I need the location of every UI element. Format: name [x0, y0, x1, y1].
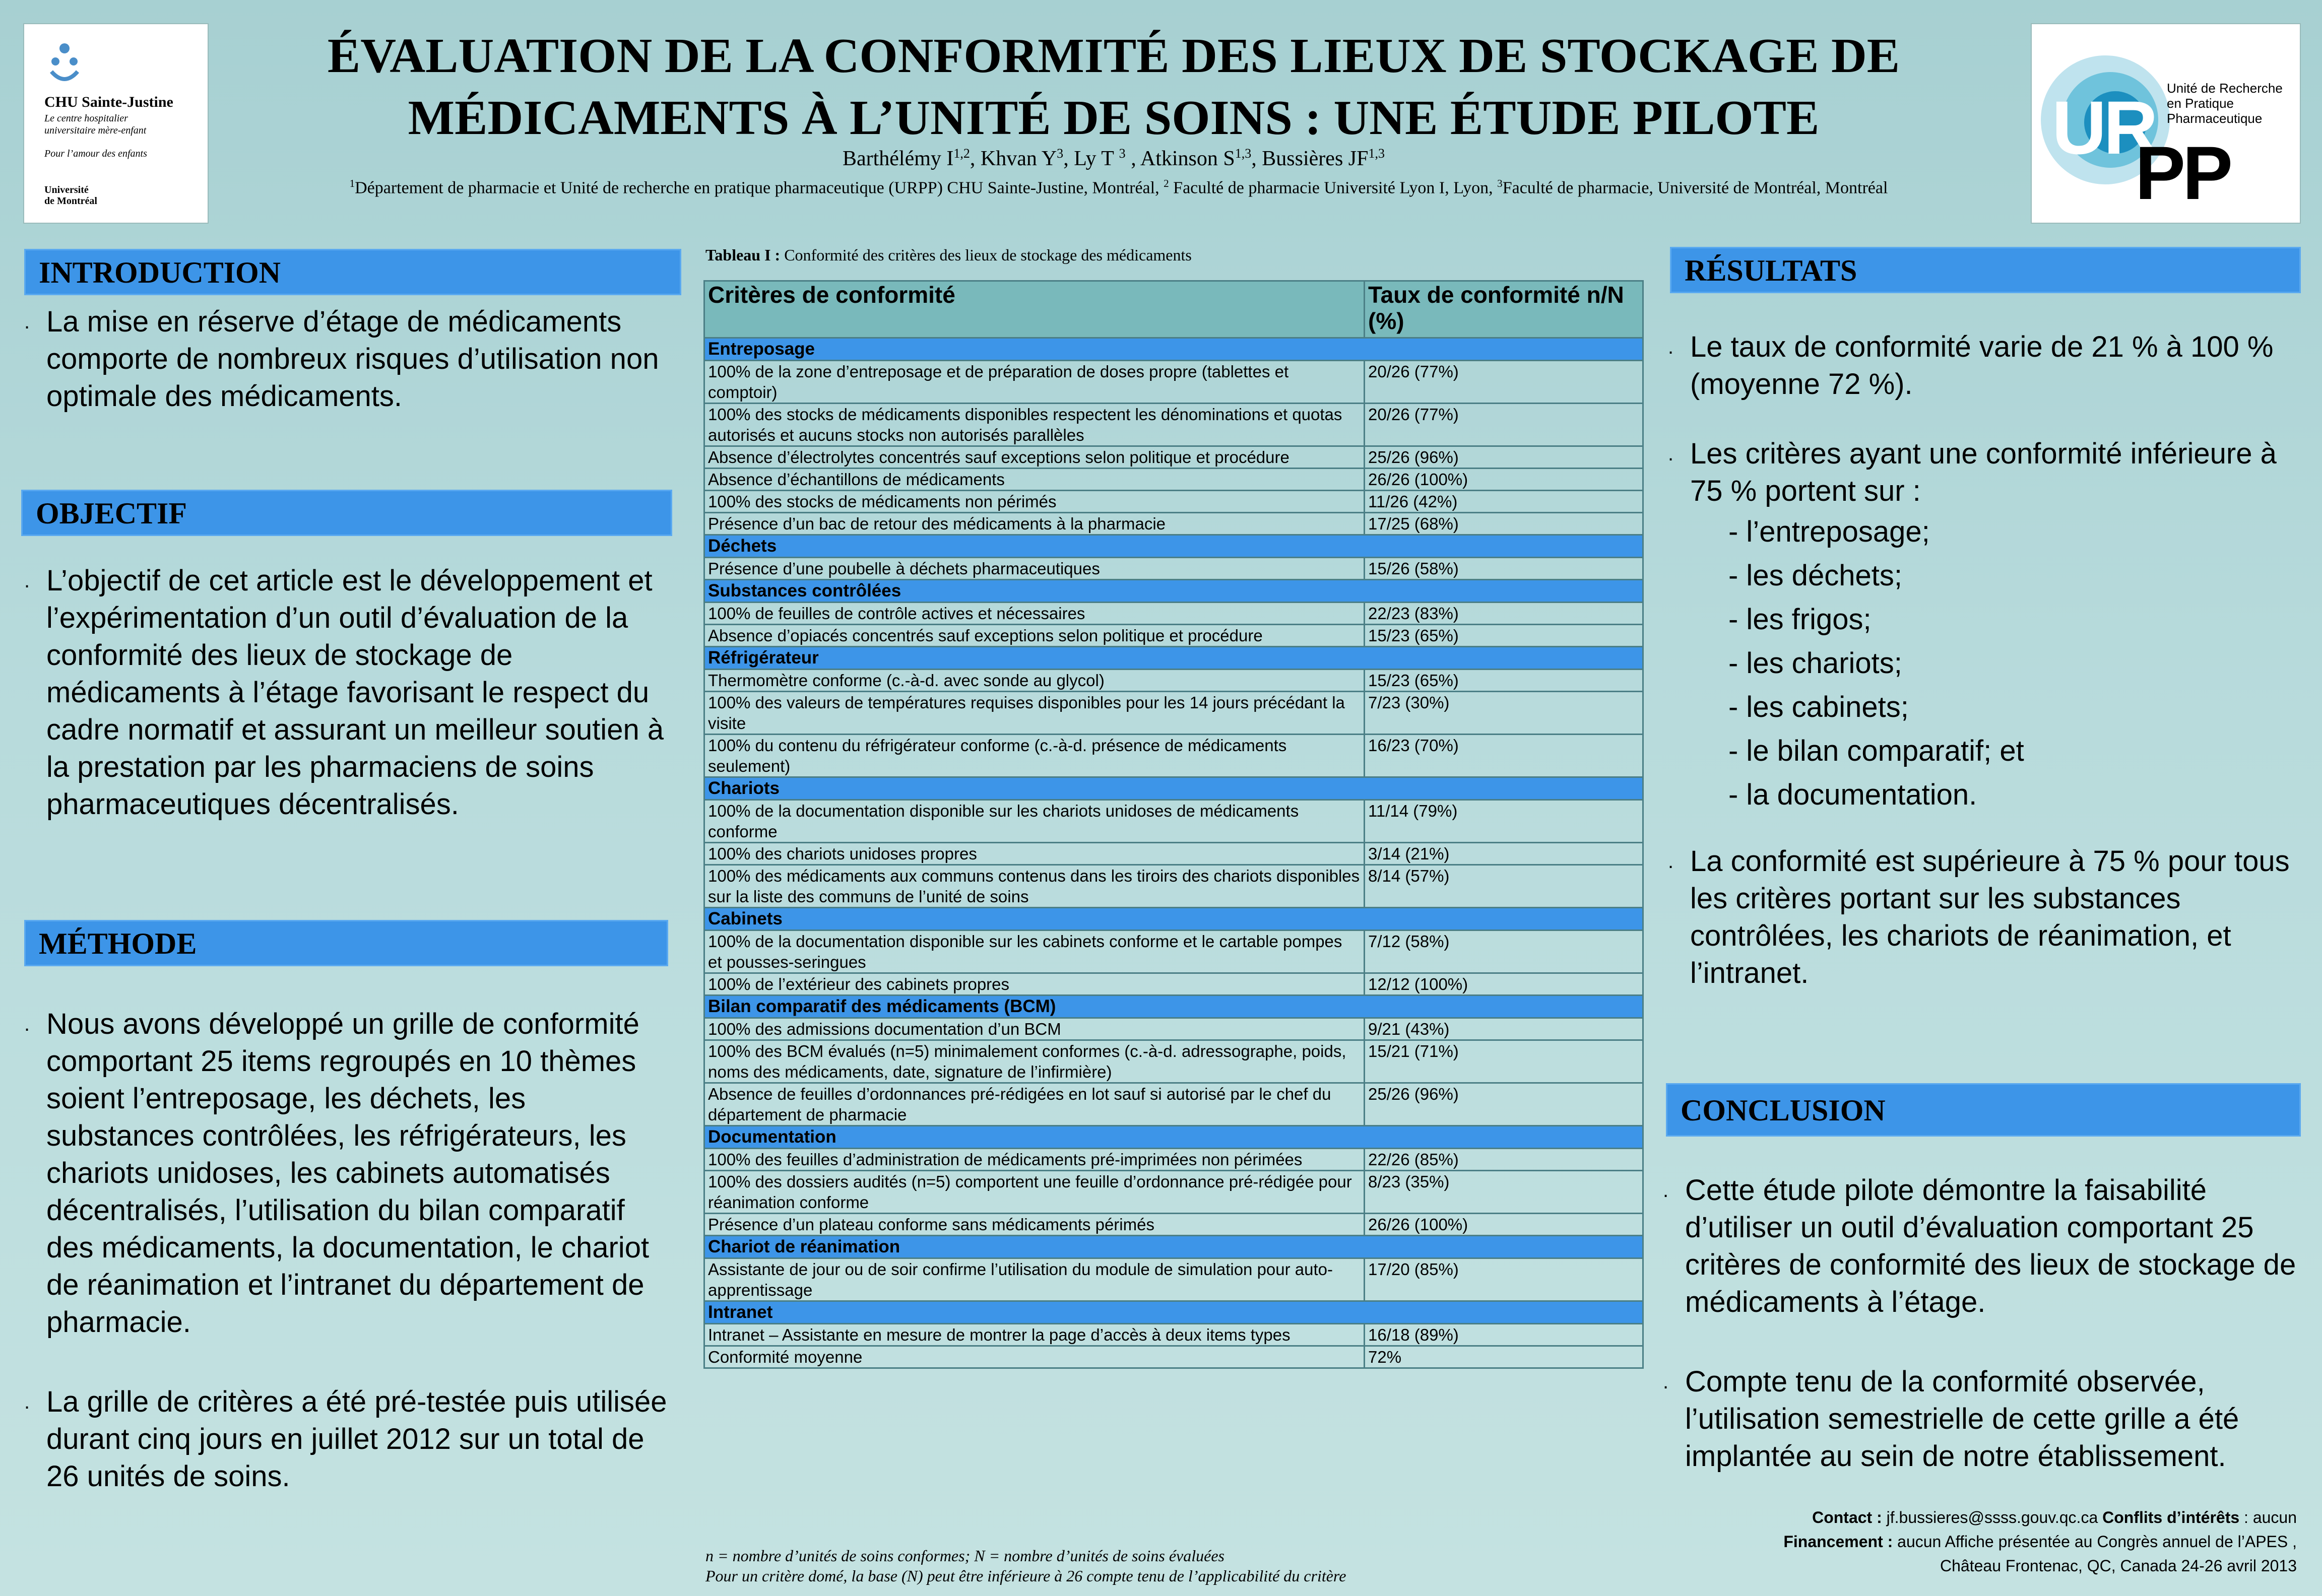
resultats-sub-item: - la documentation. — [1728, 778, 1977, 811]
affil-sup: 2 — [1164, 177, 1169, 189]
table-row — [704, 1346, 1643, 1368]
table-criterion: 100% des dossiers audités (n=5) comportent une feuille d’ordonnance pré-rédigée pour réanimation conforme — [704, 1171, 1365, 1214]
table-rate: 8/23 (35%) — [1365, 1171, 1643, 1214]
table-criterion: 100% des stocks de médicaments disponibles respectent les dénominations et quotas autorisés et aucuns stocks non autorisés parallèles — [704, 404, 1365, 446]
table-category: Bilan comparatif des médicaments (BCM) — [704, 995, 1643, 1018]
table-caption — [705, 246, 1192, 264]
urpp-text-1: Unité de Recherche — [2167, 81, 2283, 96]
author-sup: 3 — [1119, 146, 1126, 161]
table-criterion: 100% des feuilles d’administration de médicaments pré-imprimées non périmées — [704, 1149, 1365, 1171]
bullet-item — [1663, 1172, 2299, 1321]
bullet-text: Compte tenu de la conformité observée, l’utilisation semestrielle de cette grille a été implantée au sein de notre établissement. — [1685, 1365, 2239, 1473]
table-row — [704, 1018, 1643, 1040]
table-category: Entreposage — [704, 338, 1643, 361]
table-row — [704, 865, 1643, 908]
table-criterion: Absence de feuilles d’ordonnances pré-rédigées en lot sauf si autorisé par le chef du département de pharmacie — [704, 1083, 1365, 1126]
table-row — [704, 513, 1643, 535]
bullet-dot: . — [1663, 1371, 1669, 1393]
table-caption-label: Tableau I : — [705, 246, 781, 264]
table-row — [704, 670, 1643, 692]
table-rate: 16/18 (89%) — [1365, 1324, 1643, 1346]
table-category: Cabinets — [704, 908, 1643, 930]
table-rate: 26/26 (100%) — [1365, 469, 1643, 491]
affil-text: Faculté de pharmacie Université Lyon I, Lyon, — [1169, 178, 1498, 197]
table-row — [704, 1083, 1643, 1126]
table-criterion: 100% des stocks de médicaments non périmés — [704, 491, 1365, 513]
table-rate: 15/23 (65%) — [1365, 625, 1643, 647]
objectif-heading: OBJECTIF — [21, 490, 672, 536]
table-criterion: Absence d’opiacés concentrés sauf exceptions selon politique et procédure — [704, 625, 1365, 647]
bullet-dot: . — [24, 570, 30, 592]
resultats-text-1: Le taux de conformité varie de 21 % à 100 % (moyenne 72 %). — [1690, 330, 2274, 401]
table-criterion: 100% des admissions documentation d’un BCM — [704, 1018, 1365, 1040]
resultats-sub-item: - les déchets; — [1728, 559, 1902, 592]
resultats-sub-item: - les cabinets; — [1728, 691, 1909, 723]
resultats-bullet-3 — [1668, 843, 2298, 992]
table-rate: 15/21 (71%) — [1365, 1040, 1643, 1083]
table-row — [704, 843, 1643, 865]
affil-text: Faculté de pharmacie, Université de Montréal, Montréal — [1502, 178, 1888, 197]
logo-line1: Le centre hospitalier — [44, 113, 128, 124]
table-criterion: 100% de l’extérieur des cabinets propres — [704, 973, 1365, 995]
resultats-bullet-2 — [1668, 435, 2298, 510]
table-rate: 7/12 (58%) — [1365, 930, 1643, 973]
bullet-text: L’objectif de cet article est le développement et l’expérimentation d’un outil d’évaluation de la conformité des lieux de stockage de médicaments à l’étage favorisant le respect du cadre normatif et assurant un meilleur soutien à la prestation par les pharmaciens de soins pharmaceutiques décentralisés. — [46, 564, 664, 821]
footer-venue: Château Frontenac, QC, Canada 24-26 avril 2013 — [1940, 1557, 2297, 1575]
logo-name: CHU Sainte-Justine — [44, 94, 173, 110]
table-criterion: 100% de feuilles de contrôle actives et nécessaires — [704, 603, 1365, 625]
bullet-dot: . — [24, 311, 30, 333]
affil-sup: 1 — [349, 177, 355, 189]
table-rate: 20/26 (77%) — [1365, 361, 1643, 404]
resultats-sub-item: - les chariots; — [1728, 647, 1902, 680]
footer-line2 — [1783, 1530, 2297, 1554]
table-row — [704, 404, 1643, 446]
methode-heading: MÉTHODE — [24, 920, 668, 966]
table-caption-text: Conformité des critères des lieux de stockage des médicaments — [780, 246, 1192, 264]
methode-body — [24, 1006, 674, 1495]
table-category: Déchets — [704, 535, 1643, 558]
univ-line2: de Montréal — [44, 195, 97, 207]
table-rate: 9/21 (43%) — [1365, 1018, 1643, 1040]
affil-text: Département de pharmacie et Unité de recherche en pratique pharmaceutique (URPP) CHU Sainte-Justine, Montréal, — [355, 178, 1164, 197]
table-criterion: 100% de la zone d’entreposage et de préparation de doses propre (tablettes et comptoir) — [704, 361, 1365, 404]
author: Khvan Y — [980, 147, 1057, 170]
table-category-row — [704, 580, 1643, 603]
resultats-heading: RÉSULTATS — [1670, 247, 2301, 293]
bullet-text: Cette étude pilote démontre la faisabilité d’utiliser un outil d’évaluation comportant 25 critères de conformité des lieux de stockage de médicaments à l’étage. — [1685, 1174, 2296, 1318]
table-criterion: 100% des médicaments aux communs contenus dans les tiroirs des chariots disponibles sur la liste des communs de l’unité de soins — [704, 865, 1365, 908]
conflict-value: : aucun — [2239, 1508, 2297, 1526]
table-row — [704, 469, 1643, 491]
table-row — [704, 1258, 1643, 1301]
author-sep: , — [1125, 147, 1140, 170]
author: Barthélémy I — [842, 147, 954, 170]
bullet-dot: . — [1668, 443, 1674, 465]
resultats-sublist — [1668, 510, 2298, 817]
conclusion-body — [1663, 1172, 2299, 1475]
urpp-text-3: Pharmaceutique — [2167, 111, 2263, 126]
table-row — [704, 800, 1643, 843]
table-rate: 3/14 (21%) — [1365, 843, 1643, 865]
table-category-row — [704, 1301, 1643, 1324]
table-criterion: Assistante de jour ou de soir confirme l’utilisation du module de simulation pour auto-apprentissage — [704, 1258, 1365, 1301]
conflict-label: Conflits d’intérêts — [2102, 1508, 2240, 1526]
table-row — [704, 1040, 1643, 1083]
table-criterion: 100% des chariots unidoses propres — [704, 843, 1365, 865]
introduction-heading: INTRODUCTION — [24, 249, 681, 295]
urpp-text — [2167, 81, 2283, 126]
bullet-item — [1663, 1363, 2299, 1475]
table-rate: 11/14 (79%) — [1365, 800, 1643, 843]
urpp-ur: UR — [2052, 85, 2155, 170]
author: Bussières JF — [1262, 147, 1369, 170]
table-row — [704, 491, 1643, 513]
table-row — [704, 446, 1643, 469]
contact-label: Contact : — [1812, 1508, 1882, 1526]
resultats-sub-item: - l’entreposage; — [1728, 515, 1930, 548]
resultats-sub-item: - le bilan comparatif; et — [1728, 735, 2024, 767]
table-header-row — [704, 281, 1643, 338]
author: Atkinson S — [1140, 147, 1235, 170]
table-criterion: 100% de la documentation disponible sur les cabinets conforme et le cartable pompes et pousses-seringues — [704, 930, 1365, 973]
table-category-row — [704, 647, 1643, 670]
urpp-text-2: en Pratique — [2167, 96, 2234, 111]
bullet-dot: . — [24, 1013, 30, 1035]
table-category: Documentation — [704, 1126, 1643, 1149]
col-criteria-header: Critères de conformité — [704, 281, 1365, 338]
introduction-body — [24, 303, 674, 415]
table-category-row — [704, 1236, 1643, 1258]
urpp-pp: PP — [2135, 130, 2230, 215]
poster-title-line1: ÉVALUATION DE LA CONFORMITÉ DES LIEUX DE STOCKAGE DE — [327, 29, 1900, 83]
bullet-dot: . — [24, 1391, 30, 1413]
table-criterion: Absence d’échantillons de médicaments — [704, 469, 1365, 491]
table-criterion: Absence d’électrolytes concentrés sauf exceptions selon politique et procédure — [704, 446, 1365, 469]
chu-sainte-justine-logo — [23, 23, 209, 224]
univ-line1: Université — [44, 184, 89, 195]
table-row — [704, 558, 1643, 580]
table-rate: 25/26 (96%) — [1365, 1083, 1643, 1126]
table-row — [704, 973, 1643, 995]
table-criterion: Conformité moyenne — [704, 1346, 1365, 1368]
footer — [1783, 1505, 2297, 1578]
table-row — [704, 735, 1643, 777]
resultats-sub-item: - les frigos; — [1728, 603, 1872, 636]
table-category: Réfrigérateur — [704, 647, 1643, 670]
table-category-row — [704, 995, 1643, 1018]
table-rate: 26/26 (100%) — [1365, 1214, 1643, 1236]
funding-value: aucun Affiche présentée au Congrès annuel de l’APES , — [1893, 1533, 2297, 1551]
resultats-bullet-1 — [1668, 328, 2298, 403]
table-rate: 15/26 (58%) — [1365, 558, 1643, 580]
author-sup: 1,3 — [1235, 146, 1252, 161]
resultats-text-2: Les critères ayant une conformité inférieure à 75 % portent sur : — [1690, 437, 2277, 507]
table-rate: 17/25 (68%) — [1365, 513, 1643, 535]
table-note-2: Pour un critère domé, la base (N) peut être inférieure à 26 compte tenu de l’applicabilité du critère — [705, 1567, 1346, 1585]
table-criterion: Thermomètre conforme (c.-à-d. avec sonde au glycol) — [704, 670, 1365, 692]
bullet-item — [24, 303, 674, 415]
table-rate: 8/14 (57%) — [1365, 865, 1643, 908]
resultats-body — [1668, 328, 2298, 992]
table-category-row — [704, 777, 1643, 800]
logo-tagline: Pour l’amour des enfants — [44, 148, 147, 159]
table-row — [704, 1149, 1643, 1171]
table-note-1: n = nombre d’unités de soins conformes; N = nombre d’unités de soins évaluées — [705, 1547, 1224, 1565]
table-criterion: 100% du contenu du réfrigérateur conforme (c.-à-d. présence de médicaments seulement) — [704, 735, 1365, 777]
table-rate: 72% — [1365, 1346, 1643, 1368]
table-rate: 17/20 (85%) — [1365, 1258, 1643, 1301]
table-rate: 11/26 (42%) — [1365, 491, 1643, 513]
author-sup: 1,2 — [953, 146, 970, 161]
author-sep: , — [1251, 147, 1262, 170]
table-row — [704, 625, 1643, 647]
table-rate: 7/23 (30%) — [1365, 692, 1643, 735]
bullet-item — [24, 1006, 674, 1341]
poster-title-line2: MÉDICAMENTS À L’UNITÉ DE SOINS : UNE ÉTUDE PILOTE — [408, 91, 1820, 145]
table-row — [704, 361, 1643, 404]
table-category-row — [704, 908, 1643, 930]
table-category: Substances contrôlées — [704, 580, 1643, 603]
resultats-text-3: La conformité est supérieure à 75 % pour tous les critères portant sur les substances contrôlées, les chariots de réanimation, et l’intranet. — [1690, 845, 2290, 989]
table-criterion: Présence d’un plateau conforme sans médicaments périmés — [704, 1214, 1365, 1236]
table-criterion: Intranet – Assistante en mesure de montrer la page d’accès à deux items types — [704, 1324, 1365, 1346]
table-rate: 22/23 (83%) — [1365, 603, 1643, 625]
bullet-dot: . — [1663, 1179, 1669, 1202]
table-category-row — [704, 1126, 1643, 1149]
author-sep: , — [1063, 147, 1074, 170]
table-criterion: 100% des valeurs de températures requises disponibles pour les 14 jours précédant la visite — [704, 692, 1365, 735]
bullet-text: La grille de critères a été pré-testée puis utilisée durant cinq jours en juillet 2012 sur un total de 26 unités de soins. — [46, 1385, 667, 1493]
objectif-body — [24, 562, 674, 823]
table-criterion: 100% de la documentation disponible sur les chariots unidoses de médicaments conforme — [704, 800, 1365, 843]
table-rate: 25/26 (96%) — [1365, 446, 1643, 469]
col-rate-header: Taux de conformité n/N (%) — [1365, 281, 1643, 338]
author-sep: , — [970, 147, 981, 170]
table-category: Intranet — [704, 1301, 1643, 1324]
table-rate: 15/23 (65%) — [1365, 670, 1643, 692]
table-rate: 20/26 (77%) — [1365, 404, 1643, 446]
authors — [217, 146, 2011, 171]
table-row — [704, 603, 1643, 625]
bullet-item — [24, 1383, 674, 1495]
logo-line2: universitaire mère-enfant — [44, 125, 147, 136]
affiliations — [212, 177, 2026, 197]
conclusion-heading: CONCLUSION — [1666, 1083, 2301, 1137]
affil-sup: 3 — [1497, 177, 1503, 189]
table-category-row — [704, 338, 1643, 361]
table-row — [704, 1214, 1643, 1236]
table-rate: 12/12 (100%) — [1365, 973, 1643, 995]
funding-label: Financement : — [1783, 1533, 1893, 1551]
chu-emblem-icon — [44, 41, 85, 87]
table-row — [704, 1324, 1643, 1346]
table-category-row — [704, 535, 1643, 558]
author: Ly T — [1074, 147, 1119, 170]
footer-line1 — [1783, 1505, 2297, 1530]
bullet-text: Nous avons développé un grille de conformité comportant 25 items regroupés en 10 thèmes soient l’entreposage, les déchets, les substances contrôlées, les réfrigérateurs, les chariots unidoses, les cabinets automatisés décentralisés, l’utilisation du bilan comparatif des médicaments, la documentation, le chariot de réanimation et l’intranet du département de pharmacie. — [46, 1008, 650, 1339]
table-rate: 22/26 (85%) — [1365, 1149, 1643, 1171]
table-row — [704, 930, 1643, 973]
urpp-logo — [2031, 23, 2301, 224]
table-rate: 16/23 (70%) — [1365, 735, 1643, 777]
table-criterion: 100% des BCM évalués (n=5) minimalement conformes (c.-à-d. adressographe, poids, noms des médicaments, date, signature de l’infirmière) — [704, 1040, 1365, 1083]
table-criterion: Présence d’une poubelle à déchets pharmaceutiques — [704, 558, 1365, 580]
contact-email: jf.bussieres@ssss.gouv.qc.ca — [1882, 1508, 2103, 1526]
bullet-dot: . — [1668, 336, 1674, 358]
criteria-table — [703, 280, 1644, 1369]
author-sup: 3 — [1057, 146, 1064, 161]
bullet-text: La mise en réserve d’étage de médicaments comporte de nombreux risques d’utilisation non optimale des médicaments. — [46, 305, 659, 413]
table-notes — [705, 1546, 1346, 1586]
bullet-item — [24, 562, 674, 823]
bullet-dot: . — [1668, 850, 1674, 873]
table-row — [704, 692, 1643, 735]
table-criterion: Présence d’un bac de retour des médicaments à la pharmacie — [704, 513, 1365, 535]
table-category: Chariots — [704, 777, 1643, 800]
table-category: Chariot de réanimation — [704, 1236, 1643, 1258]
table-row — [704, 1171, 1643, 1214]
author-sup: 1,3 — [1368, 146, 1385, 161]
